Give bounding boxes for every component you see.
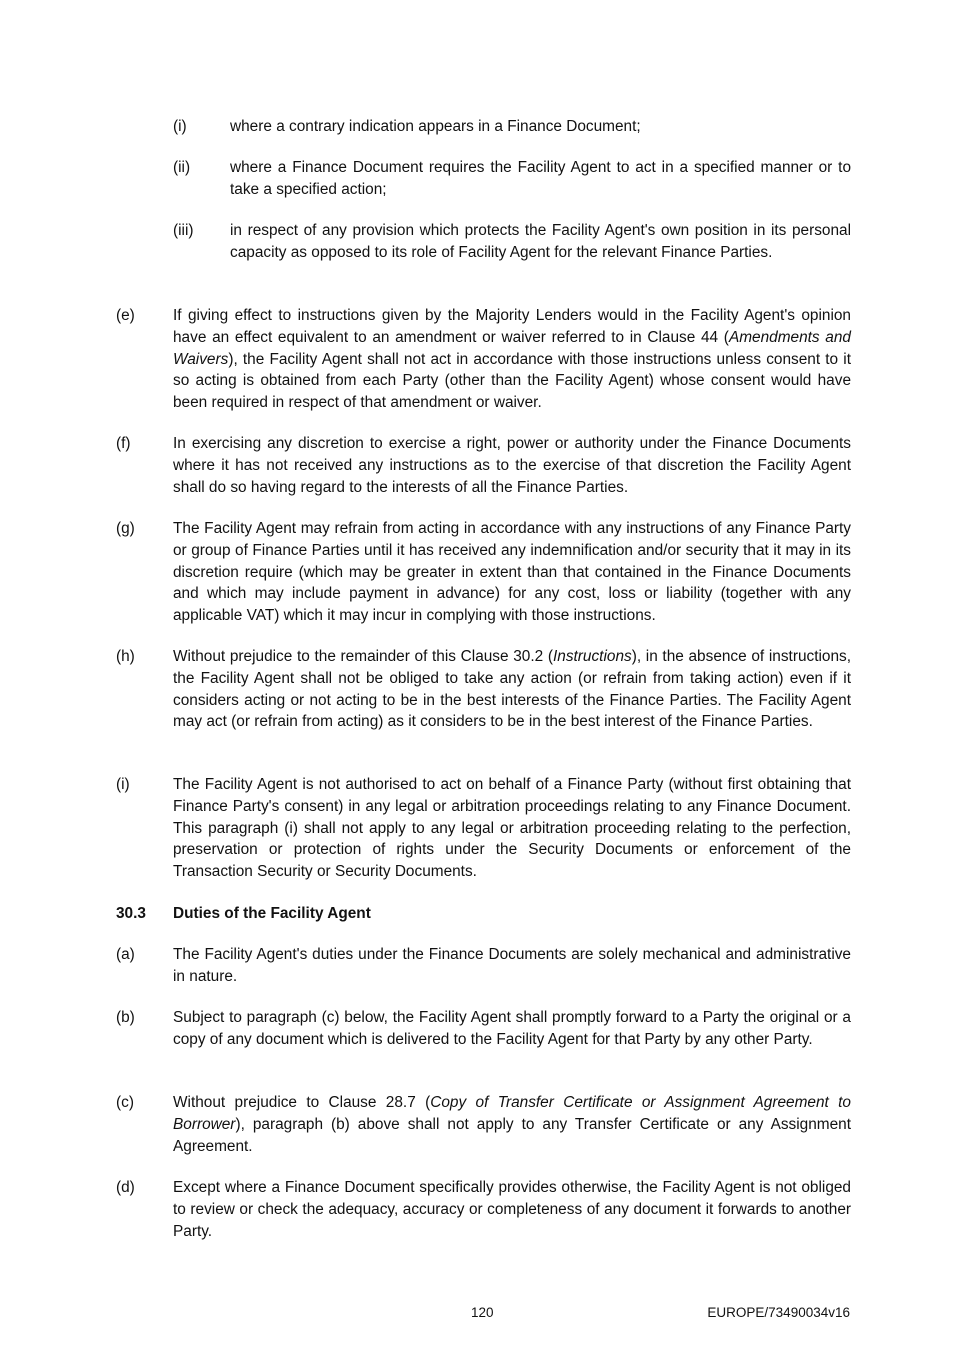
section-heading (116, 903, 851, 925)
paragraph-a (116, 944, 851, 988)
paragraph-text: In exercising any discretion to exercise a right, power or authority under the Finance Documents where it has not received any instructions as to the exercise of that discretion the Facility Agent shall do so having regard to the interests of all the Finance Parties. (173, 435, 851, 496)
paragraph-c (116, 1092, 851, 1157)
paragraph-label: (e) (116, 307, 135, 324)
paragraph-label: (i) (116, 776, 130, 793)
subitem-text: in respect of any provision which protects the Facility Agent's own position in its personal capacity as opposed to its role of Facility Agent for the relevant Finance Parties. (230, 222, 851, 261)
paragraph-text: The Facility Agent's duties under the Finance Documents are solely mechanical and administrative in nature. (173, 946, 851, 985)
clause-reference: Amendments and Waivers (173, 328, 851, 368)
paragraph-label: (f) (116, 435, 131, 452)
paragraph-text: Except where a Finance Document specifically provides otherwise, the Facility Agent is not obliged to review or check the adequacy, accuracy or completeness of any document it forwards to another Party. (173, 1179, 851, 1240)
paragraph-label: (h) (116, 648, 135, 665)
subitem-label: (iii) (173, 222, 194, 239)
paragraph-text: Without prejudice to the remainder of this Clause 30.2 (Instructions), in the absence of instructions, the Facility Agent shall not be obliged to take any action (or refrain from taking action) even if it considers acting or not acting to be in the best interests of the Finance Parties. The Facility Agent may act (or refrain from acting) as it considers to be in the best interest of the Finance Parties. (173, 648, 851, 731)
subitem-iii (173, 220, 851, 264)
document-reference: EUROPE/73490034v16 (707, 1305, 850, 1320)
paragraph-label: (c) (116, 1094, 134, 1111)
paragraph-d (116, 1177, 851, 1242)
paragraph-b (116, 1007, 851, 1051)
paragraph-text: The Facility Agent is not authorised to act on behalf of a Finance Party (without first obtaining that Finance Party's consent) in any legal or arbitration proceedings relating to any Finance Document. This paragraph (i) shall not apply to any legal or arbitration proceeding relating to the perfection, preservation or protection of rights under the Security Documents or enforcement of the Transaction Security or Security Documents. (173, 776, 851, 881)
paragraph-text: Subject to paragraph (c) below, the Facility Agent shall promptly forward to a Party the original or a copy of any document which is delivered to the Facility Agent for that Party by any other Party. (173, 1009, 851, 1048)
paragraph-f (116, 433, 851, 498)
paragraph-label: (a) (116, 946, 135, 963)
paragraph-label: (d) (116, 1179, 135, 1196)
clause-reference: Copy of Transfer Certificate or Assignment Agreement to Borrower (173, 1094, 851, 1133)
page-number: 120 (471, 1305, 494, 1320)
paragraph-text: The Facility Agent may refrain from acting in accordance with any instructions of any Finance Party or group of Finance Parties until it has received any indemnification and/or security that it may in its discretion require (which may be greater in extent than that contained in the Finance Documents and which may include payment in advance) for any cost, loss or liability (together with any applicable VAT) which it may incur in complying with those instructions. (173, 520, 851, 625)
paragraph-g (116, 518, 851, 627)
clause-reference: Instructions (553, 648, 632, 665)
section-number: 30.3 (116, 905, 146, 922)
subitem-text: where a Finance Document requires the Facility Agent to act in a specified manner or to take a specified action; (230, 159, 851, 198)
paragraph-text: Without prejudice to Clause 28.7 (Copy of Transfer Certificate or Assignment Agreement to Borrower), paragraph (b) above shall not apply to any Transfer Certificate or any Assignment Agreement. (173, 1094, 851, 1155)
paragraph-h (116, 646, 851, 733)
subitem-text: where a contrary indication appears in a Finance Document; (230, 118, 641, 135)
paragraph-i (116, 774, 851, 883)
subitem-ii (173, 157, 851, 201)
paragraph-label: (b) (116, 1009, 135, 1026)
paragraph-e (116, 305, 851, 414)
subitem-label: (i) (173, 118, 187, 135)
subitem-label: (ii) (173, 159, 191, 176)
section-title: Duties of the Facility Agent (173, 905, 371, 922)
subitem-i (173, 116, 851, 138)
paragraph-text: If giving effect to instructions given by the Majority Lenders would in the Facility Agent's opinion have an effect equivalent to an amendment or waiver referred to in Clause 44 (Amendments and Waivers), the Facility Agent shall not act in accordance with those instructions unless consent to it so acting is obtained from each Party (other than the Facility Agent) whose consent would have been required in respect of that amendment or waiver. (173, 307, 851, 412)
paragraph-label: (g) (116, 520, 135, 537)
